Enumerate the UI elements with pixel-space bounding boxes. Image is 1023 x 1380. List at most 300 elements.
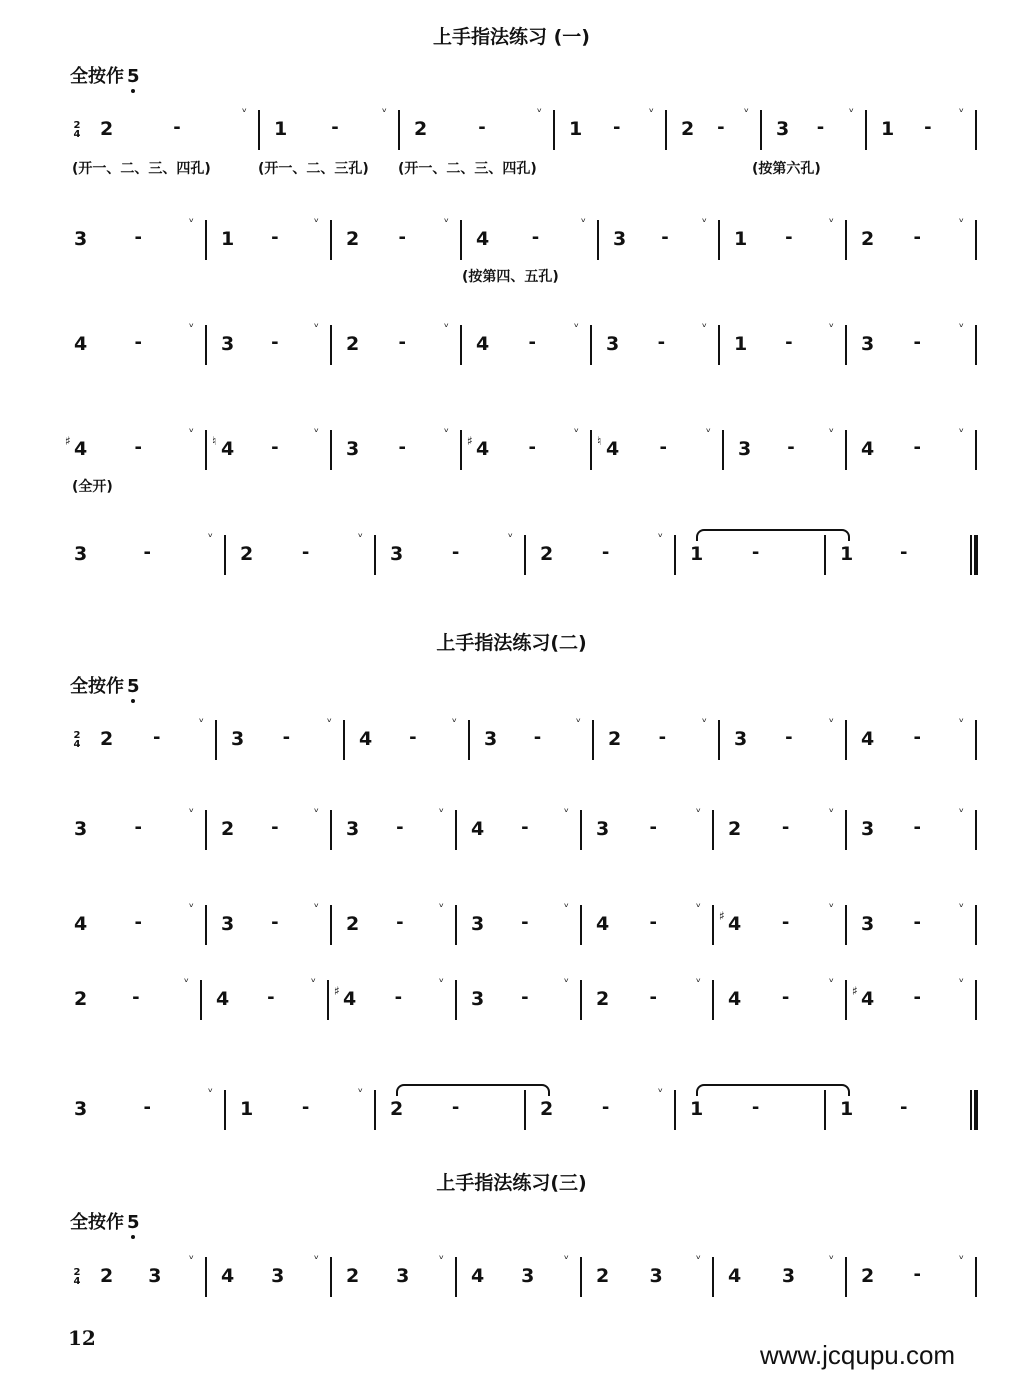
- note-number: 2: [540, 1098, 554, 1120]
- barline: [330, 905, 332, 945]
- natural-sign: ♮: [212, 434, 217, 448]
- note-number: 3: [606, 333, 620, 355]
- dash: -: [785, 227, 793, 248]
- dash: -: [271, 912, 279, 933]
- barline: [455, 810, 457, 850]
- dash: -: [659, 437, 667, 458]
- note-number: 4: [606, 438, 620, 460]
- breath-mark: ᵛ: [829, 1252, 835, 1266]
- note: [240, 545, 253, 564]
- breath-mark: ᵛ: [829, 900, 835, 914]
- note: [540, 545, 553, 564]
- barline: [975, 220, 977, 260]
- note-number: 3: [738, 438, 752, 460]
- note-number: 2: [596, 1265, 610, 1287]
- note: [596, 915, 609, 934]
- dash: -: [913, 912, 921, 933]
- note-number: 3: [471, 988, 485, 1010]
- dash: -: [913, 1264, 921, 1285]
- breath-mark: ᵛ: [189, 320, 195, 334]
- breath-mark: ᵛ: [311, 975, 317, 989]
- note-number: 2: [681, 118, 695, 140]
- note: [100, 730, 113, 749]
- barline: [330, 325, 332, 365]
- note-number: 3: [148, 1265, 162, 1287]
- note: [414, 120, 427, 139]
- note: [65, 434, 88, 460]
- note-number: 4: [476, 438, 490, 460]
- note: [471, 915, 484, 934]
- barline: [845, 220, 847, 260]
- note-number: 4: [74, 913, 88, 935]
- barline: [374, 1090, 376, 1130]
- time-signature-bottom: 4: [73, 739, 81, 750]
- note: [649, 1267, 662, 1286]
- dash: -: [913, 437, 921, 458]
- dash: -: [301, 542, 310, 563]
- note-number: 4: [596, 913, 610, 935]
- barline: [824, 1090, 826, 1130]
- note-number: 3: [346, 818, 360, 840]
- breath-mark: ᵛ: [829, 215, 835, 229]
- note-number: 2: [608, 728, 622, 750]
- key-label: 全按作: [70, 676, 124, 697]
- note-number: 4: [74, 333, 88, 355]
- note: [221, 915, 234, 934]
- note-number: 1: [881, 118, 895, 140]
- note: [734, 335, 747, 354]
- breath-mark: ᵛ: [208, 1085, 214, 1099]
- note: [390, 545, 403, 564]
- barline: [975, 430, 977, 470]
- barline: [845, 810, 847, 850]
- breath-mark: ᵛ: [314, 1252, 320, 1266]
- breath-mark: ᵛ: [959, 900, 965, 914]
- note-number: 1: [840, 543, 854, 565]
- key-signature: [70, 1208, 140, 1234]
- breath-mark: ᵛ: [439, 1252, 445, 1266]
- time-signature: [72, 731, 82, 749]
- note-number: 3: [271, 1265, 285, 1287]
- breath-mark: ᵛ: [959, 105, 965, 119]
- breath-mark: ᵛ: [829, 320, 835, 334]
- breath-mark: ᵛ: [358, 1085, 364, 1099]
- barline: [975, 905, 977, 945]
- note-number: 4: [471, 818, 485, 840]
- note-number: 2: [100, 728, 114, 750]
- note: [396, 1267, 409, 1286]
- fingering-annotation: (按第六孔): [752, 161, 821, 177]
- barline: [712, 810, 714, 850]
- breath-mark: ᵛ: [658, 1085, 664, 1099]
- note: [521, 1267, 534, 1286]
- note-number: 1: [840, 1098, 854, 1120]
- note-number: 4: [728, 913, 742, 935]
- fingering-annotation: (全开): [72, 479, 113, 495]
- barline: [674, 1090, 676, 1130]
- note-number: 3: [396, 1265, 410, 1287]
- sharp-sign: ♯: [467, 434, 473, 448]
- breath-mark: ᵛ: [189, 1252, 195, 1266]
- note-number: 4: [861, 438, 875, 460]
- breath-mark: ᵛ: [242, 105, 248, 119]
- note: [231, 730, 244, 749]
- note-number: 4: [861, 988, 875, 1010]
- note-number: 3: [484, 728, 498, 750]
- breath-mark: ᵛ: [314, 320, 320, 334]
- key-signature: [70, 62, 140, 88]
- dash: -: [913, 332, 921, 353]
- breath-mark: ᵛ: [702, 715, 708, 729]
- barline: [455, 1257, 457, 1297]
- note: [734, 730, 747, 749]
- note-number: 2: [240, 543, 254, 565]
- note-number: 3: [74, 1098, 88, 1120]
- dash: -: [900, 542, 908, 563]
- note: [100, 120, 113, 139]
- dash: -: [785, 332, 793, 353]
- barline: [722, 430, 724, 470]
- note: [852, 984, 875, 1010]
- breath-mark: ᵛ: [696, 1252, 702, 1266]
- dash: -: [478, 117, 486, 138]
- fingering-annotation: (开一、二、三孔): [258, 161, 369, 177]
- breath-mark: ᵛ: [189, 900, 195, 914]
- breath-mark: ᵛ: [696, 975, 702, 989]
- barline: [460, 220, 462, 260]
- note: [346, 440, 359, 459]
- breath-mark: ᵛ: [959, 975, 965, 989]
- barline: [845, 980, 847, 1020]
- note: [221, 230, 234, 249]
- barline: [845, 720, 847, 760]
- barline: [845, 1257, 847, 1297]
- dash: -: [816, 117, 825, 138]
- sharp-sign: ♯: [65, 434, 71, 448]
- note-number: 1: [240, 1098, 254, 1120]
- note-number: 2: [414, 118, 428, 140]
- note-number: 4: [476, 228, 490, 250]
- barline: [460, 430, 462, 470]
- note-number: 2: [100, 118, 114, 140]
- dash: -: [658, 727, 667, 748]
- dash: -: [787, 437, 795, 458]
- breath-mark: ᵛ: [508, 530, 514, 544]
- barline: [205, 430, 207, 470]
- barline: [205, 810, 207, 850]
- barline: [824, 535, 826, 575]
- note: [346, 1267, 359, 1286]
- natural-sign: ♮: [597, 434, 602, 448]
- note: [471, 1267, 484, 1286]
- time-signature-bottom: 4: [73, 129, 81, 140]
- key-label: 全按作: [70, 66, 124, 87]
- dash: -: [528, 437, 536, 458]
- note: [212, 434, 235, 460]
- breath-mark: ᵛ: [439, 975, 445, 989]
- fingering-annotation: (开一、二、三、四孔): [72, 161, 211, 177]
- barline: [205, 1257, 207, 1297]
- breath-mark: ᵛ: [444, 320, 450, 334]
- note: [840, 1100, 853, 1119]
- barline: [712, 980, 714, 1020]
- barline: [580, 905, 582, 945]
- dash: -: [143, 542, 151, 563]
- dash: -: [282, 727, 291, 748]
- barline: [865, 110, 867, 150]
- key-signature: [70, 672, 140, 698]
- dash: -: [271, 332, 279, 353]
- dash: -: [271, 437, 279, 458]
- note: [74, 335, 87, 354]
- barline: [674, 535, 676, 575]
- note-number: 2: [596, 988, 610, 1010]
- barline: [760, 110, 762, 150]
- note-number: 4: [861, 728, 875, 750]
- key-note: 5: [127, 1212, 140, 1233]
- note: [240, 1100, 253, 1119]
- breath-mark: ᵛ: [849, 105, 855, 119]
- breath-mark: ᵛ: [706, 425, 712, 439]
- final-double-barline: [970, 535, 978, 575]
- note-number: 2: [74, 988, 88, 1010]
- dash: -: [717, 117, 725, 138]
- note-number: 1: [274, 118, 288, 140]
- breath-mark: ᵛ: [829, 715, 835, 729]
- breath-mark: ᵛ: [702, 320, 708, 334]
- breath-mark: ᵛ: [452, 715, 458, 729]
- dash: -: [396, 912, 404, 933]
- note-number: 3: [776, 118, 790, 140]
- tie-arc: [396, 1084, 550, 1096]
- breath-mark: ᵛ: [564, 805, 570, 819]
- note-number: 2: [728, 818, 742, 840]
- note-number: 4: [728, 988, 742, 1010]
- dash: -: [132, 987, 140, 1008]
- barline: [975, 810, 977, 850]
- breath-mark: ᵛ: [696, 900, 702, 914]
- breath-mark: ᵛ: [696, 805, 702, 819]
- note: [476, 335, 489, 354]
- dash: -: [394, 987, 403, 1008]
- barline: [468, 720, 470, 760]
- dash: -: [134, 227, 142, 248]
- breath-mark: ᵛ: [444, 425, 450, 439]
- dash: -: [271, 817, 279, 838]
- note-number: 4: [221, 1265, 235, 1287]
- note: [346, 820, 359, 839]
- dash: -: [301, 1097, 310, 1118]
- note: [861, 730, 874, 749]
- barline: [718, 220, 720, 260]
- note: [100, 1267, 113, 1286]
- breath-mark: ᵛ: [658, 530, 664, 544]
- barline: [330, 1257, 332, 1297]
- note: [606, 335, 619, 354]
- note-number: 3: [781, 1265, 796, 1287]
- barline: [712, 905, 714, 945]
- dash: -: [531, 227, 540, 248]
- breath-mark: ᵛ: [439, 805, 445, 819]
- note: [608, 730, 621, 749]
- breath-mark: ᵛ: [829, 805, 835, 819]
- key-note: 5: [127, 676, 140, 697]
- breath-mark: ᵛ: [382, 105, 388, 119]
- breath-mark: ᵛ: [574, 320, 580, 334]
- note-number: 3: [861, 333, 875, 355]
- note: [596, 1267, 609, 1286]
- note: [728, 990, 741, 1009]
- note-number: 4: [476, 333, 490, 355]
- breath-mark: ᵛ: [439, 900, 445, 914]
- note: [597, 434, 620, 460]
- breath-mark: ᵛ: [744, 105, 750, 119]
- note-number: 2: [861, 1265, 875, 1287]
- note: [476, 230, 489, 249]
- note: [74, 1100, 87, 1119]
- note-number: 3: [74, 543, 88, 565]
- note-number: 3: [861, 818, 875, 840]
- note: [221, 1267, 234, 1286]
- note-number: 2: [346, 1265, 360, 1287]
- note-number: 3: [613, 228, 627, 250]
- note-number: 3: [596, 818, 610, 840]
- dash: -: [924, 117, 932, 138]
- breath-mark: ᵛ: [829, 975, 835, 989]
- dash: -: [409, 727, 417, 748]
- breath-mark: ᵛ: [576, 715, 582, 729]
- note: [861, 440, 874, 459]
- time-signature-top: 2: [73, 1267, 81, 1278]
- dash: -: [785, 727, 793, 748]
- barline: [205, 325, 207, 365]
- dash: -: [398, 227, 406, 248]
- barline: [215, 720, 217, 760]
- dash: -: [781, 912, 790, 933]
- note: [467, 434, 490, 460]
- barline: [580, 1257, 582, 1297]
- breath-mark: ᵛ: [189, 805, 195, 819]
- exercise-title: 上手指法练习 (一): [433, 26, 590, 48]
- note: [861, 820, 874, 839]
- note-number: 2: [540, 543, 554, 565]
- dash: -: [601, 542, 610, 563]
- note: [390, 1100, 403, 1119]
- barline: [665, 110, 667, 150]
- barline: [975, 110, 977, 150]
- note: [728, 1267, 741, 1286]
- note-number: 3: [74, 228, 88, 250]
- barline: [330, 810, 332, 850]
- note-number: 4: [74, 438, 88, 460]
- breath-mark: ᵛ: [537, 105, 543, 119]
- exercise-title: 上手指法练习(三): [436, 1172, 587, 1194]
- barline: [975, 325, 977, 365]
- dash: -: [134, 912, 142, 933]
- note: [471, 990, 484, 1009]
- sharp-sign: ♯: [719, 909, 725, 923]
- barline: [205, 905, 207, 945]
- note: [728, 820, 741, 839]
- barline: [455, 980, 457, 1020]
- final-double-barline: [970, 1090, 978, 1130]
- barline: [524, 1090, 526, 1130]
- breath-mark: ᵛ: [959, 215, 965, 229]
- barline: [718, 720, 720, 760]
- barline: [330, 220, 332, 260]
- dash: -: [613, 117, 621, 138]
- dash: -: [173, 117, 181, 138]
- note: [216, 990, 229, 1009]
- note: [74, 915, 87, 934]
- note-number: 2: [346, 913, 360, 935]
- note-number: 3: [734, 728, 748, 750]
- time-signature-top: 2: [73, 120, 81, 131]
- time-signature-top: 2: [73, 730, 81, 741]
- note: [776, 120, 789, 139]
- dash: -: [649, 817, 657, 838]
- dash: -: [781, 817, 790, 838]
- barline: [845, 430, 847, 470]
- dash: -: [913, 727, 921, 748]
- dash: -: [657, 332, 666, 353]
- dash: -: [521, 912, 529, 933]
- dash: -: [396, 817, 404, 838]
- dash: -: [267, 987, 275, 1008]
- breath-mark: ᵛ: [314, 900, 320, 914]
- note: [681, 120, 694, 139]
- note-number: 3: [346, 438, 360, 460]
- breath-mark: ᵛ: [829, 425, 835, 439]
- dash: -: [649, 912, 657, 933]
- note: [596, 990, 609, 1009]
- time-signature-bottom: 4: [73, 1276, 81, 1287]
- note: [861, 915, 874, 934]
- note: [74, 230, 87, 249]
- note-number: 3: [521, 1265, 535, 1287]
- time-signature: [72, 1268, 82, 1286]
- dash: -: [451, 1097, 460, 1118]
- breath-mark: ᵛ: [574, 425, 580, 439]
- note: [74, 990, 87, 1009]
- barline: [712, 1257, 714, 1297]
- note-number: 1: [569, 118, 583, 140]
- note-number: 2: [346, 228, 360, 250]
- barline: [524, 535, 526, 575]
- dash: -: [521, 817, 529, 838]
- barline: [224, 535, 226, 575]
- fingering-annotation: (开一、二、三、四孔): [398, 161, 537, 177]
- key-label: 全按作: [70, 1212, 124, 1233]
- dash: -: [751, 1097, 760, 1118]
- barline: [330, 430, 332, 470]
- note-number: 3: [471, 913, 485, 935]
- note-number: 2: [100, 1265, 114, 1287]
- note-number: 3: [649, 1265, 663, 1287]
- note-number: 3: [221, 333, 235, 355]
- note: [471, 820, 484, 839]
- note: [74, 820, 87, 839]
- note: [271, 1267, 284, 1286]
- barline: [224, 1090, 226, 1130]
- barline: [975, 980, 977, 1020]
- breath-mark: ᵛ: [189, 425, 195, 439]
- barline: [258, 110, 260, 150]
- note: [274, 120, 287, 139]
- note-number: 1: [690, 543, 704, 565]
- note: [861, 335, 874, 354]
- dash: -: [913, 987, 921, 1008]
